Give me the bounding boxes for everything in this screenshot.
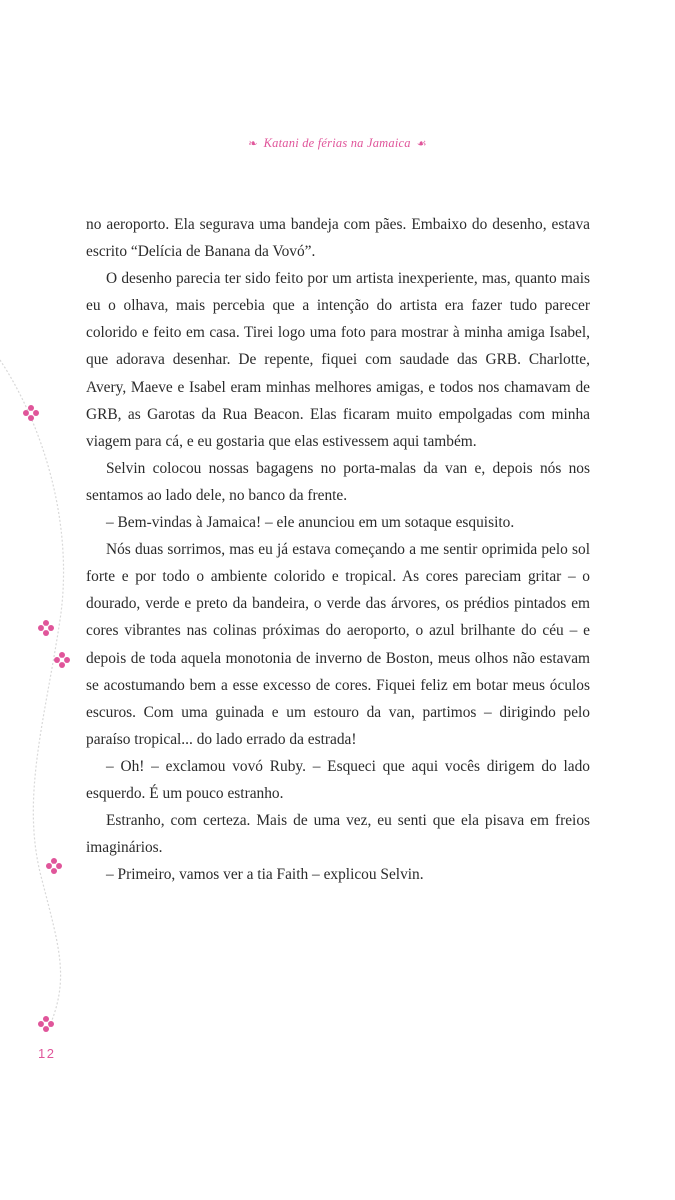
body-text	[86, 211, 590, 888]
flower-icon	[38, 1016, 54, 1032]
ornament-right-icon: ☙	[416, 138, 427, 150]
paragraph: – Oh! – exclamou vovó Ruby. – Esqueci que aqui vocês dirigem do lado esquerdo. É um pouco estranho.	[86, 757, 590, 802]
paragraph: Selvin colocou nossas bagagens no porta-malas da van e, depois nós nos sentamos ao lado dele, no banco da frente.	[86, 459, 590, 504]
flower-icon	[54, 652, 70, 668]
vine-line	[0, 360, 64, 1030]
paragraph: O desenho parecia ter sido feito por um artista inexperiente, mas, quanto mais eu o olhava, mais percebia que a intenção do artista era fazer tudo parecer colorido e feito em casa. Tirei logo uma foto para mostrar à minha amiga Isabel, que adorava desenhar. De repente, fiquei com saudade das GRB. Charlotte, Avery, Maeve e Isabel eram minhas melhores amigas, e todos nos chamavam de GRB, as Garotas da Rua Beacon. Elas ficaram muito empolgadas com minha viagem para cá, e eu gostaria que elas estivessem aqui também.	[86, 270, 590, 450]
paragraph: no aeroporto. Ela segurava uma bandeja com pães. Embaixo do desenho, estava escrito “Delícia de Banana da Vovó”.	[86, 216, 590, 261]
paragraph: Nós duas sorrimos, mas eu já estava começando a me sentir oprimida pelo sol forte e por todo o ambiente colorido e tropical. As cores pareciam gritar – o dourado, verde e preto da bandeira, o verde das árvores, os prédios pintados em cores vibrantes nas colinas próximas do aeroporto, o azul brilhante do céu – e depois de toda aquela monotonia de inverno de Boston, meus olhos não estavam se acostumando bem a esse excesso de cores. Fiquei feliz em botar meus óculos escuros. Com uma guinada e um estouro da van, partimos – dirigindo pelo paraíso tropical... do lado errado da estrada!	[86, 541, 590, 748]
ornament-left-icon: ❧	[248, 138, 258, 150]
paragraph: – Bem-vindas à Jamaica! – ele anunciou em um sotaque esquisito.	[106, 514, 515, 532]
page-number: 12	[38, 1046, 56, 1061]
paragraph: Estranho, com certeza. Mais de uma vez, eu senti que ela pisava em freios imaginários.	[86, 812, 590, 857]
paragraph: – Primeiro, vamos ver a tia Faith – explicou Selvin.	[106, 866, 424, 884]
book-title: Katani de férias na Jamaica	[263, 136, 411, 150]
running-header	[0, 136, 675, 151]
flower-icon	[23, 405, 39, 421]
flower-icon	[46, 858, 62, 874]
flower-icon	[38, 620, 54, 636]
